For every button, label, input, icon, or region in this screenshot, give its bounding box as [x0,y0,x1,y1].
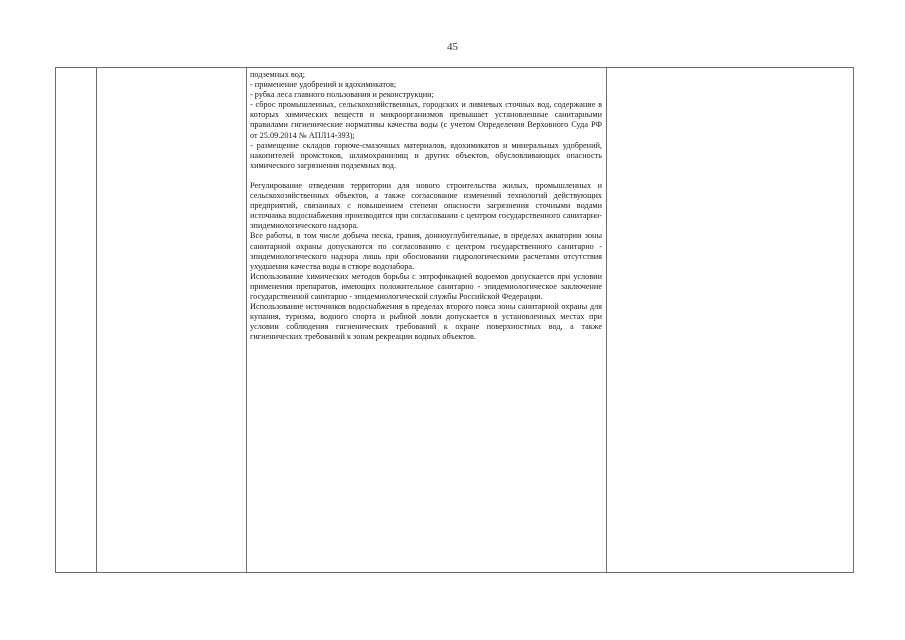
requirements-text-cell [250,70,602,342]
paragraph: - рубка леса главного пользования и реконструкции; [250,90,434,100]
paragraph: подземных вод; [250,70,306,79]
paragraph: Использование источников водоснабжения в пределах второго пояса зоны санитарной охраны для купания, туризма, водного спорта и рыбной ловли допускается в установленных местах при условии соблюдения гигиенических требований к охране поверхностных вод, а также гигиенических требований к зонам рекреации водных объектов. [250,302,602,342]
paragraph: - применение удобрений и ядохимикатов; [250,80,397,90]
paragraph: - размещение складов горюче-смазочных материалов, ядохимикатов и минеральных удобрений, накопителей промстоков, шламохранилищ и других объектов, обусловливающих опасность химического загрязнения подземных вод. [250,140,602,170]
paragraph: Использование химических методов борьбы с эвтрофикацией водоемов допускается при условии применения препаратов, имеющих положительное санитарно - эпидемиологическое заключение государственной санитарно - эпидемиологической службы Российской Федерации. [250,271,602,301]
paragraph: - сброс промышленных, сельскохозяйственных, городских и ливневых сточных вод, содержание в которых химических веществ и микроорганизмов превышает установленные санитарными правилами гигиенические нормативы качества воды (с учетом Определения Верховного Суда РФ от 25.09.2014 № АПЛ14-393); [250,100,602,140]
paragraph: Регулирование отведения территории для нового строительства жилых, промышленных и сельскохозяйственных объектов, а также согласование изменений технологий действующих предприятий, связанных с повышением степени опасности загрязнения сточными водами источника водоснабжения производится при согласовании с центром государственного санитарно-эпидемиологического надзора. [250,180,602,231]
column-divider-2 [246,68,247,572]
column-divider-1 [96,68,97,572]
page-number: 45 [447,41,458,53]
column-divider-3 [606,68,607,572]
paragraph-gap [250,171,602,181]
document-table [55,67,854,573]
paragraph: Все работы, в том числе добыча песка, гравия, донноуглубительные, в пределах акватории зоны санитарной охраны допускаются по согласованию с центром государственного санитарно - эпидемиологического надзора лишь при обосновании гидрологическими расчетами отсутствия ухудшения качества воды в створе водозабора. [250,231,602,271]
